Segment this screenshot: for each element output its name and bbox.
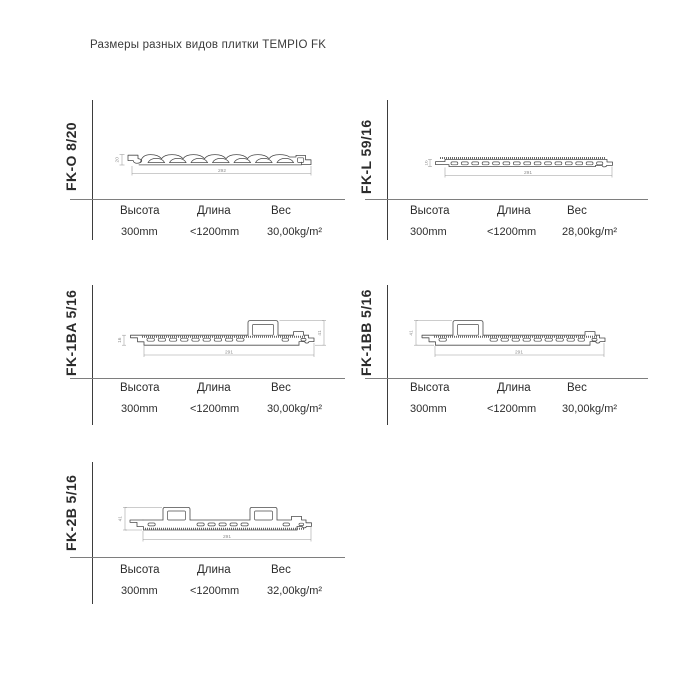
box-height-dimension-label: 41 — [118, 516, 124, 522]
col-header-height: Высота — [120, 205, 160, 217]
profile-drawing-fk-1bb — [408, 308, 623, 368]
profile-drawing-fk-2b — [115, 492, 330, 548]
width-dimension-label: 292 — [217, 169, 227, 175]
section-fk-l-59-16 — [355, 100, 648, 240]
col-header-weight: Вес — [271, 564, 291, 576]
box-height-dimension-label: 41 — [409, 330, 415, 336]
profile-outline — [128, 155, 311, 165]
width-dimension-label: 291 — [222, 535, 232, 541]
col-header-length: Длина — [197, 205, 231, 217]
width-dimension-label: 291 — [514, 350, 524, 356]
value-weight: 30,00kg/m² — [267, 403, 323, 415]
col-header-length: Длина — [497, 382, 531, 394]
section-fk-2b-5-16 — [60, 460, 345, 605]
value-weight: 30,00kg/m² — [267, 226, 323, 238]
page-title: Размеры разных видов плитки TEMPIO FK — [90, 39, 327, 51]
thickness-dimension-label: 16 — [118, 337, 123, 343]
section-divider-vertical — [387, 100, 388, 240]
section-divider-vertical — [92, 100, 93, 240]
section-label: FK-1BB 5/16 — [358, 289, 374, 376]
value-weight: 28,00kg/m² — [562, 226, 618, 238]
section-divider-horizontal — [365, 378, 648, 379]
col-header-length: Длина — [197, 382, 231, 394]
profile-drawing-fk-1ba — [118, 308, 333, 368]
value-length: <1200mm — [190, 226, 240, 238]
value-length: <1200mm — [487, 226, 537, 238]
profile-outline — [436, 159, 613, 167]
value-height: 300mm — [121, 226, 158, 238]
section-divider-vertical — [92, 285, 93, 425]
section-divider-horizontal — [70, 199, 345, 200]
col-header-weight: Вес — [271, 382, 291, 394]
profile-outline — [130, 507, 312, 530]
section-divider-horizontal — [70, 557, 345, 558]
section-fk-1ba-5-16 — [60, 285, 345, 425]
section-fk-o-8-20 — [60, 100, 345, 240]
section-divider-horizontal — [70, 378, 345, 379]
value-weight: 30,00kg/m² — [562, 403, 618, 415]
profile-outline — [422, 321, 605, 346]
section-divider-vertical — [387, 285, 388, 425]
value-height: 300mm — [121, 585, 158, 597]
section-label: FK-1BA 5/16 — [63, 289, 79, 376]
value-height: 300mm — [410, 403, 447, 415]
value-weight: 32,00kg/m² — [267, 585, 323, 597]
profile-drawing-fk-l — [425, 152, 625, 184]
col-header-weight: Вес — [567, 205, 587, 217]
width-dimension-label: 291 — [224, 350, 234, 356]
col-header-height: Высота — [410, 205, 450, 217]
col-header-weight: Вес — [271, 205, 291, 217]
thickness-dimension-label: 20 — [115, 157, 121, 163]
value-length: <1200mm — [190, 403, 240, 415]
col-header-height: Высота — [410, 382, 450, 394]
col-header-height: Высота — [120, 564, 160, 576]
section-label: FK-O 8/20 — [63, 122, 79, 192]
col-header-height: Высота — [120, 382, 160, 394]
section-fk-1bb-5-16 — [355, 285, 648, 425]
col-header-length: Длина — [497, 205, 531, 217]
col-header-length: Длина — [197, 564, 231, 576]
value-length: <1200mm — [190, 585, 240, 597]
value-length: <1200mm — [487, 403, 537, 415]
value-height: 300mm — [121, 403, 158, 415]
thickness-dimension-label: 16 — [425, 160, 430, 166]
section-label: FK-2B 5/16 — [63, 474, 79, 551]
box-height-dimension-label: 41 — [318, 330, 323, 336]
profile-drawing-fk-o — [112, 146, 322, 186]
profile-outline — [131, 321, 315, 346]
section-divider-horizontal — [365, 199, 648, 200]
width-dimension-label: 291 — [523, 171, 533, 177]
value-height: 300mm — [410, 226, 447, 238]
col-header-weight: Вес — [567, 382, 587, 394]
section-divider-vertical — [92, 462, 93, 604]
section-label: FK-L 59/16 — [358, 119, 374, 195]
